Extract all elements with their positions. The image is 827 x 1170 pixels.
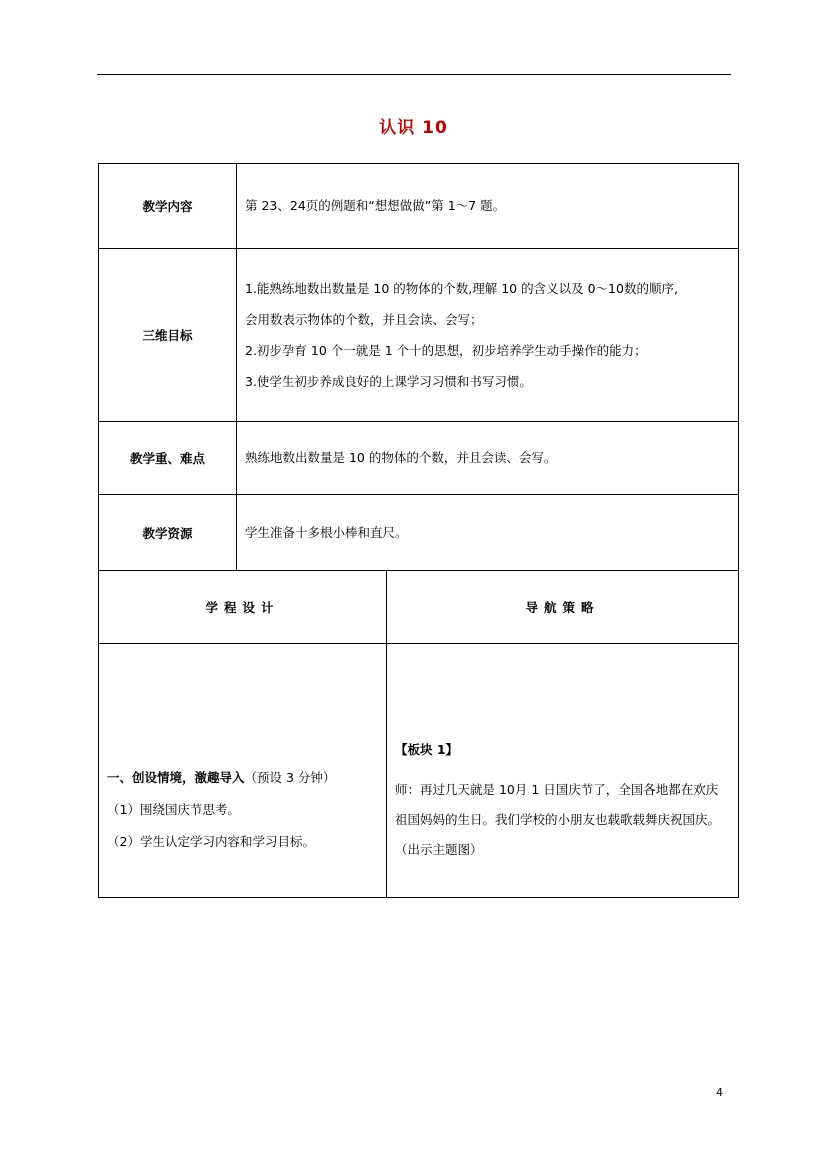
- goal-item: 1.能熟练地数出数量是 10 的物体的个数,理解 10 的含义以及 0～10数的顺序,: [245, 281, 678, 296]
- row-content: [99, 164, 739, 249]
- nav-column-header: 导航策略: [387, 571, 739, 644]
- design-heading-bold: 一、创设情境，激趣导入: [107, 769, 245, 785]
- design-heading-note: （预设 3 分钟）: [244, 769, 336, 785]
- header-rule: [97, 74, 731, 75]
- keypoints-text: 熟练地数出数量是 10 的物体的个数，并且会读、会写。: [245, 450, 557, 465]
- row-module-1: [99, 644, 739, 898]
- nav-cell: [387, 644, 739, 898]
- label-goals: 三维目标: [99, 249, 237, 422]
- nav-text: 师：再过几天就是 10月 1 日国庆节了，全国各地都在欢庆祖国妈妈的生日。我们学校的小朋友也载歌载舞庆祝国庆。（出示主题图）: [395, 781, 721, 857]
- design-item: （1）围绕国庆节思考。: [107, 801, 240, 817]
- page-title: 认识 10: [379, 118, 448, 138]
- block-label: 【板块 1】: [395, 741, 459, 757]
- value-resources: [237, 495, 739, 571]
- lesson-plan-table: [98, 163, 739, 898]
- design-item: （2）学生认定学习内容和学习目标。: [107, 833, 315, 849]
- content-text: 第 23、24页的例题和“想想做做”第 1～7 题。: [245, 198, 506, 213]
- goal-item: 2.初步孕育 10 个一就是 1 个十的思想，初步培养学生动手操作的能力；: [245, 343, 647, 358]
- row-goals: [99, 249, 739, 422]
- row-column-headers: [99, 571, 739, 644]
- goal-item: 会用数表示物体的个数，并且会读、会写；: [245, 312, 483, 327]
- resources-text: 学生准备十多根小棒和直尺。: [245, 524, 408, 540]
- goal-item: 3.使学生初步养成良好的上课学习习惯和书写习惯。: [245, 374, 532, 389]
- value-content: [237, 164, 739, 249]
- label-content: 教学内容: [99, 164, 237, 249]
- value-keypoints: [237, 422, 739, 495]
- design-cell: [99, 644, 387, 898]
- row-resources: [99, 495, 739, 571]
- design-heading: [107, 762, 378, 794]
- page-number: 4: [716, 1086, 723, 1099]
- row-keypoints: [99, 422, 739, 495]
- value-goals: [237, 249, 739, 422]
- label-resources: 教学资源: [99, 495, 237, 571]
- label-keypoints: 教学重、难点: [99, 422, 237, 495]
- design-column-header: 学程设计: [99, 571, 387, 644]
